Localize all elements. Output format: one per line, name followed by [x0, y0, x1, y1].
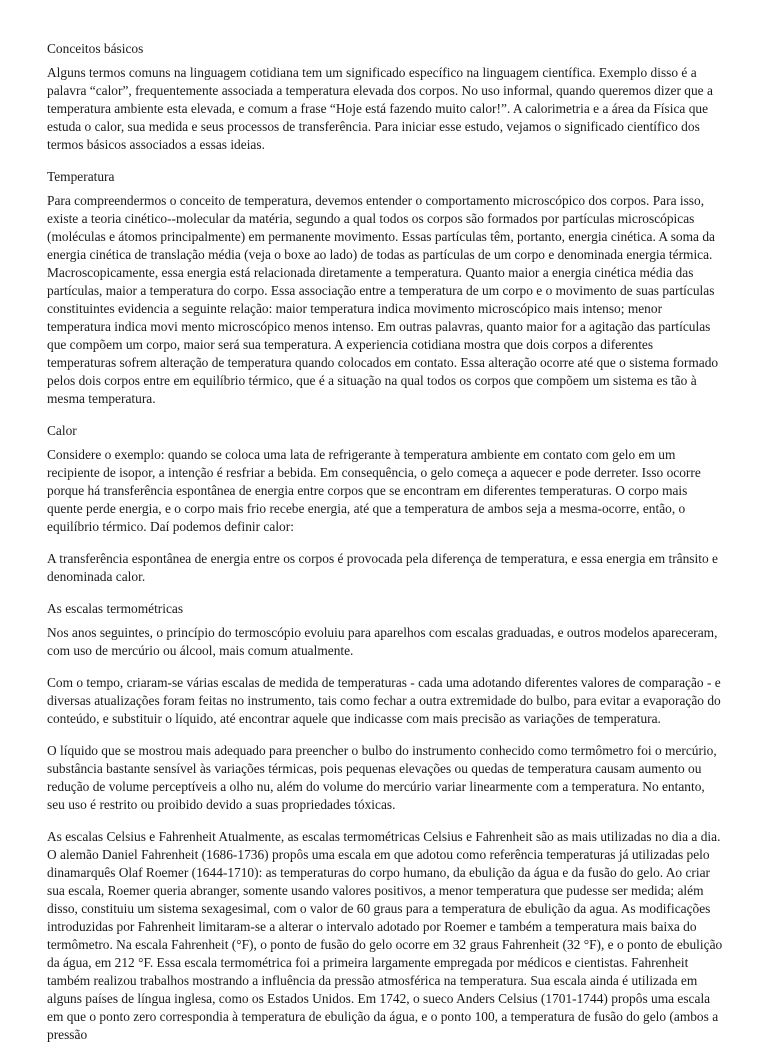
paragraph: Com o tempo, criaram-se várias escalas de medida de temperaturas - cada uma adotando diferentes valores de comparação - e diversas atualizações foram feitas no instrumento, tais como fechar a outra extremidade do bulbo, para evitar a evaporação do conteúdo, e substituir o líquido, até encontrar aquele que indicasse com mais precisão as variações de temperatura. — [47, 675, 721, 726]
section-temperatura — [47, 168, 723, 408]
paragraph: Para compreendermos o conceito de temperatura, devemos entender o comportamento microscópico dos corpos. Para isso, existe a teoria cinético--molecular da matéria, segundo a qual todos os corpos são formados por partículas microscópicas (moléculas e átomos principalmente) em permanente movimento. Essas partículas têm, portanto, energia cinética. A soma da energia cinética de translação média (veja o boxe ao lado) de todas as partículas de um corpo e denominada energia térmica. Macroscopicamente, essa energia está relacionada diretamente a temperatura. Quanto maior a energia cinética média das partículas, maior a temperatura do corpo. Essa associação entre a temperatura de um corpo e o movimento de suas partículas constituintes evidencia a seguinte relação: maior temperatura indica movimento microscópico mais intenso; menor temperatura indica movi mento microscópico menos intenso. Em outras palavras, quanto maior for a agitação das partículas que compõem um corpo, maior será sua temperatura. A experiencia cotidiana mostra que dois corpos a diferentes temperaturas sofrem alteração de temperatura quando colocados em contato. Essa alteração ocorre até que o sistema formado pelos dois corpos entre em equilíbrio térmico, que é a situação na qual todos os corpos que compõem um sistema es tão à mesma temperatura. — [47, 193, 719, 406]
section-heading: Temperatura — [47, 169, 115, 184]
section-heading: Calor — [47, 423, 77, 438]
paragraph: O líquido que se mostrou mais adequado para preencher o bulbo do instrumento conhecido como termômetro foi o mercúrio, substância bastante sensível às variações térmicas, pois pequenas elevações ou quedas de temperatura causam aumento ou redução de volume perceptíveis a olho nu, além do volume do mercúrio variar linearmente com a temperatura. No entanto, seu uso é restrito ou proibido devido a suas propriedades tóxicas. — [47, 743, 717, 812]
document-page — [47, 40, 723, 1058]
paragraph-definition: A transferência espontânea de energia entre os corpos é provocada pela diferença de temperatura, e essa energia em trânsito e denominada calor. — [47, 551, 718, 584]
paragraph: Alguns termos comuns na linguagem cotidiana tem um significado específico na linguagem científica. Exemplo disso é a palavra “calor”, frequentemente associada a temperatura elevada dos corpos. No uso informal, quando queremos dizer que a temperatura ambiente esta elevada, e comum a frase “Hoje está fazendo muito calor!”. A calorimetria e a área da Física que estuda o calor, sua medida e seus processos de transferência. Para iniciar esse estudo, vejamos o significado científico dos termos básicos associados a essas ideias. — [47, 65, 713, 152]
section-heading: Conceitos básicos — [47, 41, 144, 56]
section-calor — [47, 422, 723, 586]
section-heading: As escalas termométricas — [47, 601, 184, 616]
paragraph: As escalas Celsius e Fahrenheit Atualmente, as escalas termométricas Celsius e Fahrenheit são as mais utilizadas no dia a dia. O alemão Daniel Fahrenheit (1686-1736) propôs uma escala em que adotou como referência temperaturas já utilizadas pelo dinamarquês Olaf Roemer (1644-1710): as temperaturas do corpo humano, da ebulição da água e da fusão do gelo. Ao criar sua escala, Roemer queria abranger, somente usando valores positivos, a menor temperatura que pudesse ser medida; além disso, constituiu um sistema sexagesimal, com o valor de 60 graus para a temperatura de ebulição da agua. As modificações introduzidas por Fahrenheit limitaram-se a alterar o intervalo adotado por Roemer e também a temperatura mais baixa do termômetro. Na escala Fahrenheit (°F), o ponto de fusão do gelo ocorre em 32 graus Fahrenheit (32 °F), e o ponto de ebulição da água, em 212 °F. Essa escala termométrica foi a primeira largamente empregada por médicos e cientistas. Fahrenheit também realizou trabalhos mostrando a influência da pressão atmosférica na temperatura. Sua escala ainda é utilizada em alguns países de língua inglesa, como os Estados Unidos. Em 1742, o sueco Anders Celsius (1701-1744) propôs uma escala em que o ponto zero correspondia à temperatura de ebulição da água, e o ponto 100, a temperatura de fusão do gelo (ambos a pressão — [47, 829, 723, 1042]
paragraph: Considere o exemplo: quando se coloca uma lata de refrigerante à temperatura ambiente em contato com gelo em um recipiente de isopor, a intenção é resfriar a bebida. Em consequência, o gelo começa a aquecer e pode derreter. Isso ocorre porque há transferência espontânea de energia entre corpos que se encontram em diferentes temperaturas. O corpo mais quente perde energia, e o corpo mais frio recebe energia, até que a temperatura de ambos seja a mesma-ocorre, então, o equilíbrio térmico. Daí podemos definir calor: — [47, 447, 701, 534]
paragraph: Nos anos seguintes, o princípio do termoscópio evoluiu para aparelhos com escalas graduadas, e outros modelos apareceram, com uso de mercúrio ou álcool, mais comum atualmente. — [47, 625, 718, 658]
section-escalas-termometricas — [47, 600, 723, 1044]
section-conceitos-basicos — [47, 40, 723, 154]
